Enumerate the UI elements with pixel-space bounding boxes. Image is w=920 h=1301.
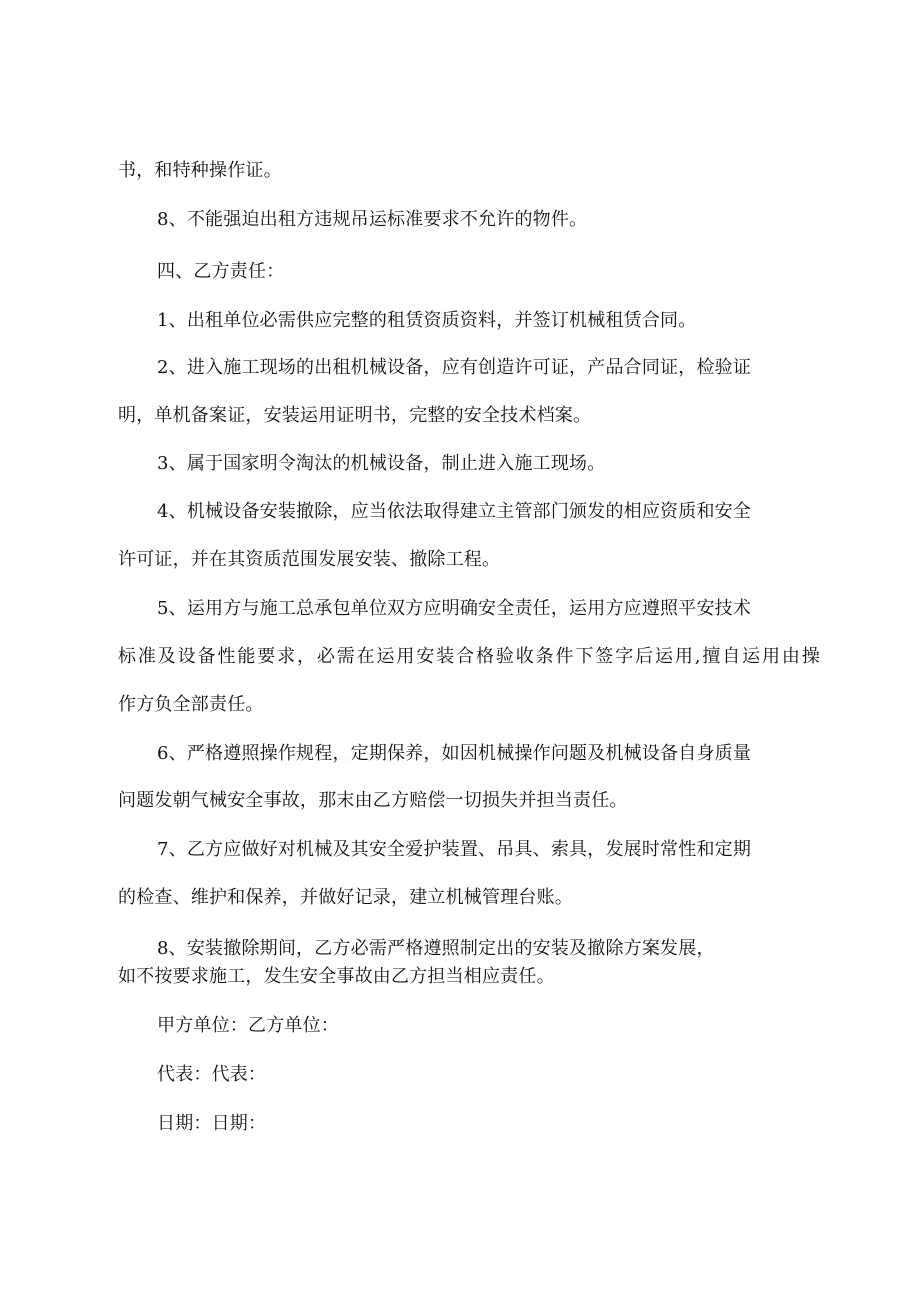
clause-8-party-a: 8、不能强迫出租方违规吊运标准要求不允许的物件。 [157,209,588,230]
clause-6-line-2: 问题发朝气械安全事故，那末由乙方赔偿一切损失并担当责任。 [118,790,628,811]
clause-2-line-2: 明，单机备案证，安装运用证明书，完整的安全技术档案。 [118,405,592,426]
clause-3: 3、属于国家明令淘汰的机械设备，制止进入施工现场。 [157,453,606,474]
clause-5-line-2: 标准及设备性能要求，必需在运用安装合格验收条件下签字后运用,擅自运用由操 [118,646,820,667]
clause-6-line-1: 6、严格遵照操作规程，定期保养，如因机械操作问题及机械设备自身质量 [157,743,752,764]
signature-party-units: 甲方单位：乙方单位： [157,1015,339,1036]
clause-8-line-1: 8、安装撤除期间，乙方必需严格遵照制定出的安装及撤除方案发展， [157,938,715,959]
clause-8-line-2: 如不按要求施工，发生安全事故由乙方担当相应责任。 [118,966,555,987]
signature-dates: 日期：日期： [157,1113,267,1134]
clause-7-line-1: 7、乙方应做好对机械及其安全爱护装置、吊具、索具，发展时常性和定期 [157,839,752,860]
clause-7-line-2: 的检查、维护和保养，并做好记录，建立机械管理台账。 [118,887,573,908]
signature-representatives: 代表：代表： [157,1064,267,1085]
paragraph-continuation: 书，和特种操作证。 [118,160,282,181]
clause-2-line-1: 2、进入施工现场的出租机械设备，应有创造许可证，产品合同证，检验证 [157,357,752,378]
clause-4-line-1: 4、机械设备安装撤除，应当依法取得建立主管部门颁发的相应资质和安全 [157,501,752,522]
section-heading-party-b: 四、乙方责任： [157,261,285,282]
clause-1: 1、出租单位必需供应完整的租赁资质资料，并签订机械租赁合同。 [157,310,697,331]
clause-5-line-1: 5、运用方与施工总承包单位双方应明确安全责任，运用方应遵照平安技术 [157,598,752,619]
clause-4-line-2: 许可证，并在其资质范围发展安装、撤除工程。 [118,549,501,570]
clause-5-line-3: 作方负全部责任。 [118,694,264,715]
